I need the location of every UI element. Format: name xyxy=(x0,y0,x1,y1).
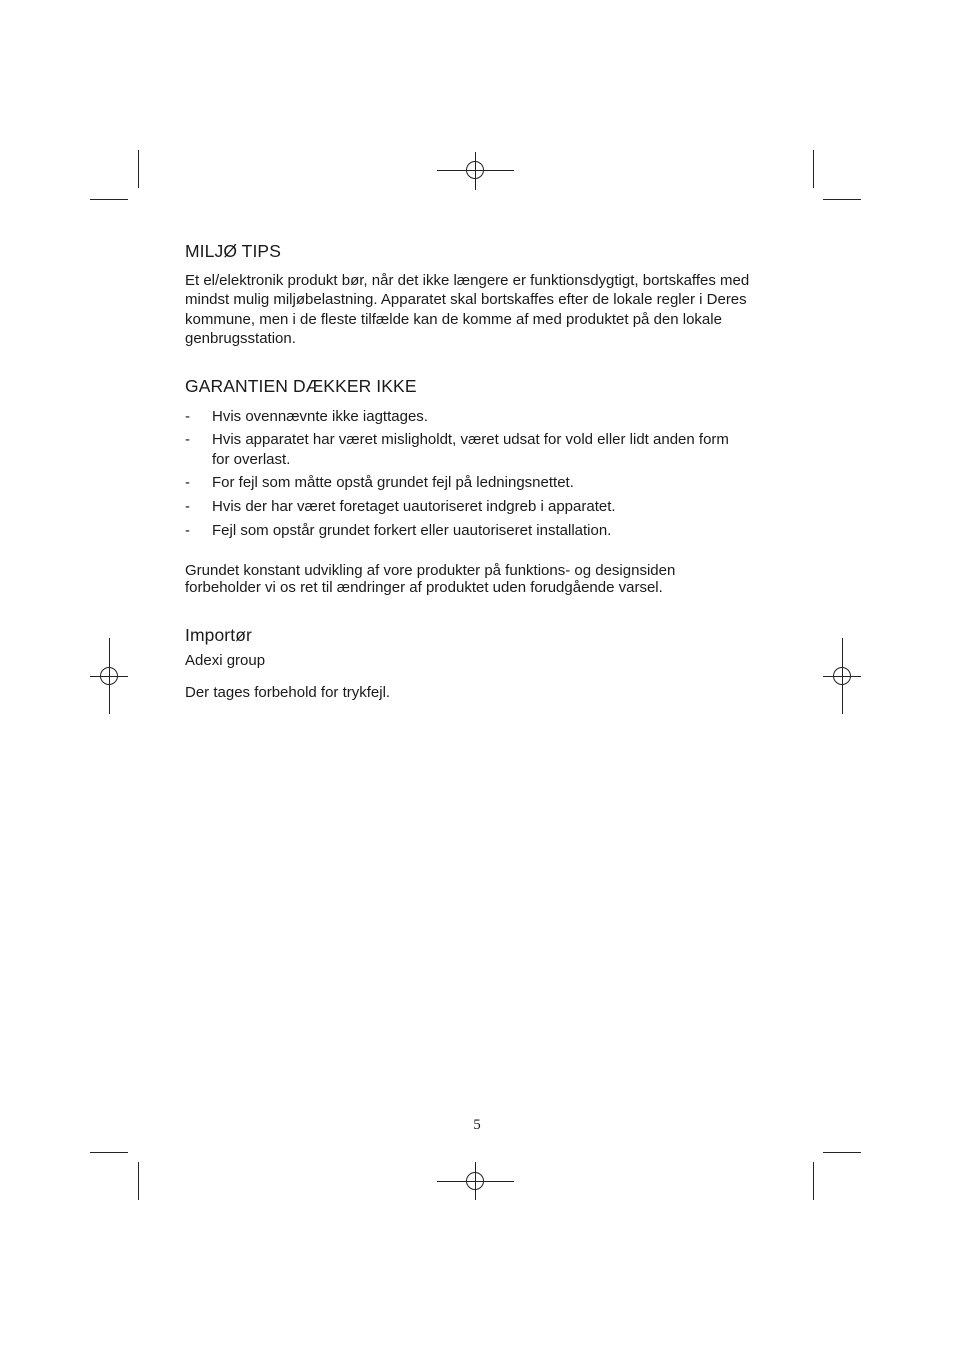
crop-mark-top-left-vertical xyxy=(138,150,139,188)
list-item: - For fejl som måtte opstå grundet fejl på ledningsnettet. xyxy=(185,473,775,493)
crop-mark-bottom-left-vertical xyxy=(138,1162,139,1200)
importor-name: Adexi group xyxy=(185,652,266,669)
garanti-note: Grundet konstant udvikling af vore produkter på funktions- og designsiden forbeholder vi os ret til ændringer af produktet uden forudgående varsel. xyxy=(185,562,676,596)
garanti-list xyxy=(185,407,775,541)
crop-mark-bottom-right-vertical xyxy=(813,1162,814,1200)
crop-mark-top-right-vertical xyxy=(813,150,814,188)
miljo-heading: MILJØ TIPS xyxy=(185,241,281,261)
list-item: - Hvis ovennævnte ikke iagttages. xyxy=(185,407,775,427)
list-item: - Hvis der har været foretaget uautoriseret indgreb i apparatet. xyxy=(185,497,775,517)
crop-mark-top-left-horizontal xyxy=(90,199,128,200)
crop-mark-top-right-horizontal xyxy=(823,199,861,200)
list-item: - Fejl som opstår grundet forkert eller uautoriseret installation. xyxy=(185,521,775,541)
importor-heading: Importør xyxy=(185,625,252,645)
crop-mark-bottom-left-horizontal xyxy=(90,1152,128,1153)
list-item: - Hvis apparatet har været misligholdt, været udsat for vold eller lidt anden form for overlast. xyxy=(185,430,775,470)
crop-mark-bottom-right-horizontal xyxy=(823,1152,861,1153)
printing-disclaimer: Der tages forbehold for trykfejl. xyxy=(185,684,391,701)
garanti-heading: GARANTIEN DÆKKER IKKE xyxy=(185,376,417,396)
miljo-body: Et el/elektronik produkt bør, når det ikke længere er funktionsdygtigt, bortskaffes med mindst mulig miljøbelastning. Apparatet skal bortskaffes efter de lokale regler i Deres kommune, men i de fleste tilfælde kan de komme af med produktet på den lokale genbrugsstation. xyxy=(185,272,750,347)
page-number: 5 xyxy=(473,1117,481,1133)
